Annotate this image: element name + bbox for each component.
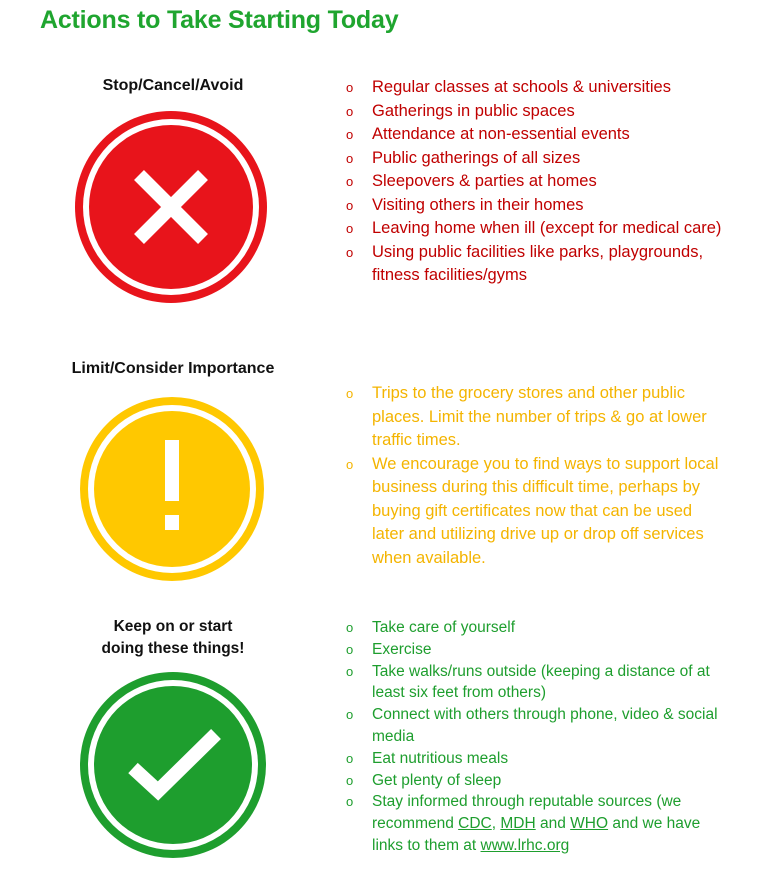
limit-list bbox=[346, 382, 726, 570]
bullet-icon: o bbox=[346, 641, 354, 657]
keep-list bbox=[346, 617, 726, 857]
bullet-icon: o bbox=[346, 386, 354, 401]
list-item: o Leaving home when ill (except for medical care) bbox=[346, 217, 726, 241]
bullet-icon: o bbox=[346, 244, 354, 260]
bullet-icon: o bbox=[346, 150, 354, 166]
bullet-icon: o bbox=[346, 197, 354, 213]
list-item: o Visiting others in their homes bbox=[346, 194, 726, 218]
bullet-icon: o bbox=[346, 772, 354, 788]
list-item: o Sleepovers & parties at homes bbox=[346, 170, 726, 194]
stop-heading: Stop/Cancel/Avoid bbox=[102, 77, 244, 94]
page-title: Actions to Take Starting Today bbox=[40, 6, 399, 34]
bullet-icon: o bbox=[346, 103, 354, 119]
bullet-icon: o bbox=[346, 221, 354, 236]
bullet-icon: o bbox=[346, 174, 354, 189]
list-item: o Regular classes at schools & universities bbox=[346, 76, 726, 100]
mdh-link[interactable]: MDH bbox=[500, 815, 536, 833]
list-item: o Exercise bbox=[346, 639, 726, 661]
x-mark-icon bbox=[73, 109, 269, 305]
bullet-icon: o bbox=[346, 456, 354, 472]
bullet-icon: o bbox=[346, 794, 354, 810]
who-link[interactable]: WHO bbox=[570, 815, 609, 833]
checkmark-icon bbox=[78, 670, 268, 860]
bullet-icon: o bbox=[346, 707, 354, 723]
list-item: o We encourage you to find ways to support local business during this difficult time, perhaps by buying gift certificates now that can be used later and utilizing drive up or drop off services when available. bbox=[346, 454, 719, 567]
list-item: o Stay informed through reputable sources (we recommend CDC, MDH and WHO and we have links to them at www.lrhc.org bbox=[346, 793, 701, 854]
bullet-icon: o bbox=[346, 127, 354, 142]
list-item: o Eat nutritious meals bbox=[346, 748, 726, 770]
stop-list bbox=[346, 76, 726, 288]
bullet-icon: o bbox=[346, 663, 354, 679]
bullet-icon: o bbox=[346, 80, 354, 95]
list-item: o Trips to the grocery stores and other public places. Limit the number of trips & go at lower traffic times. bbox=[346, 384, 707, 449]
list-item: o Connect with others through phone, video & social media bbox=[346, 706, 718, 745]
list-item: o Get plenty of sleep bbox=[346, 770, 726, 792]
keep-heading: Keep on or start doing these things! bbox=[101, 618, 245, 657]
list-item: o Public gatherings of all sizes bbox=[346, 147, 726, 171]
list-item: o Take walks/runs outside (keeping a distance of at least six feet from others) bbox=[346, 662, 710, 702]
exclamation-icon bbox=[78, 395, 266, 583]
cdc-link[interactable]: CDC bbox=[458, 815, 492, 833]
bullet-icon: o bbox=[346, 750, 354, 766]
bullet-icon: o bbox=[346, 620, 354, 635]
list-item: o Using public facilities like parks, playgrounds, fitness facilities/gyms bbox=[346, 242, 704, 284]
limit-heading: Limit/Consider Importance bbox=[71, 360, 275, 377]
list-item: o Attendance at non-essential events bbox=[346, 123, 726, 147]
list-item: o Take care of yourself bbox=[346, 617, 726, 639]
list-item: o Gatherings in public spaces bbox=[346, 100, 726, 124]
lrhc-website-link[interactable]: www.lrhc.org bbox=[480, 836, 570, 854]
